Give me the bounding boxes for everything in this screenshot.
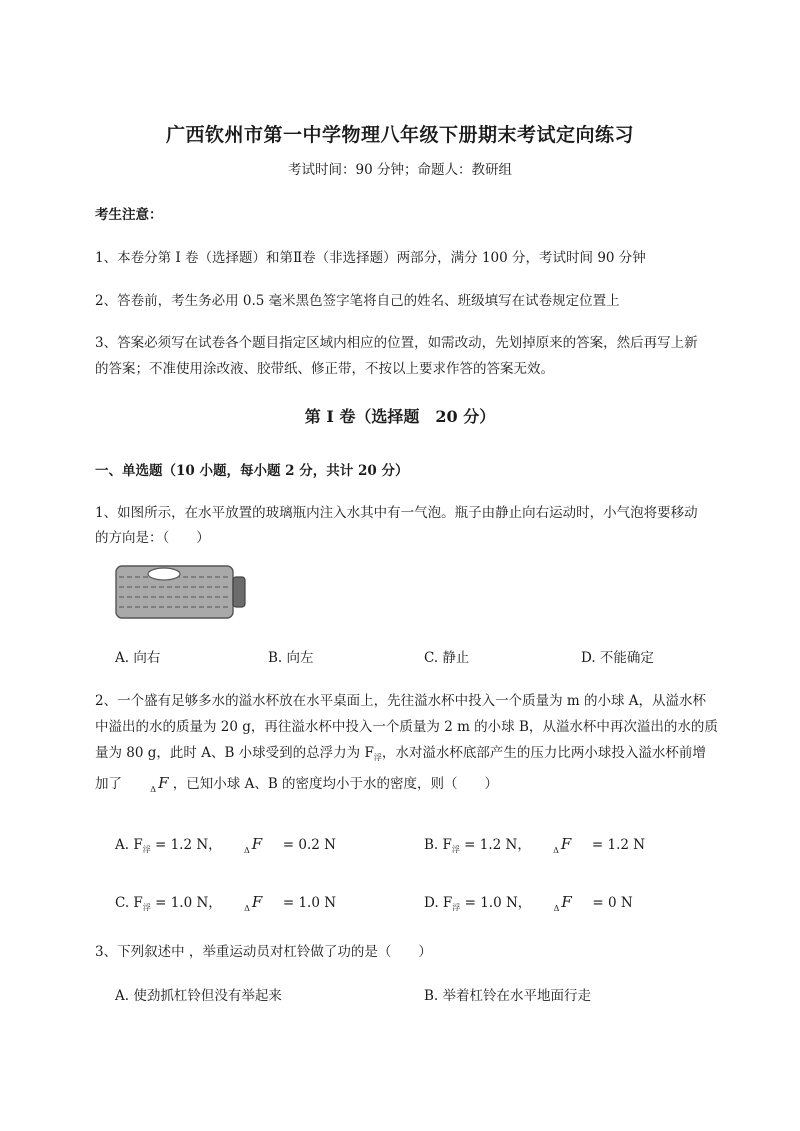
q2-line-3 (95, 741, 706, 763)
q2-option-a-mid: = 1.2 N， (150, 837, 222, 853)
q2-option-a-delta: Δ (243, 846, 250, 855)
section-title: 第 I 卷（选择题 20 分） (304, 407, 496, 426)
q2-line-4-tail: ，已知小球 A、B 的密度均小于水的密度，则（ ） (172, 776, 499, 792)
q1-line-2: 的方向是：（ ） (95, 530, 210, 546)
delta-symbol: Δ (150, 785, 157, 794)
q2-option-c[interactable] (115, 891, 336, 913)
q2-option-a-f: F (251, 835, 263, 853)
q2-option-a[interactable] (115, 833, 336, 855)
q2-option-d-value: = 0 N (588, 895, 633, 911)
notice-item-1: 1、本卷分第 I 卷（选择题）和第Ⅱ卷（非选择题）两部分，满分 100 分，考试时间 90 分钟 (95, 250, 646, 266)
q2-option-c-sub: 浮 (142, 903, 151, 912)
q2-option-c-f: F (251, 893, 263, 911)
q2-option-b-f: F (560, 835, 572, 853)
q2-option-c-delta: Δ (244, 904, 250, 913)
q2-option-d[interactable] (424, 891, 633, 913)
q2-line-3-text: 量为 80 g，此时 A、B 小球受到的总浮力为 F (95, 745, 374, 761)
page-title: 广西钦州市第一中学物理八年级下册期末考试定向练习 (165, 124, 634, 146)
q2-option-d-mid: = 1.0 N， (460, 895, 532, 911)
q2-option-b-sub: 浮 (451, 845, 460, 854)
q2-option-d-delta: Δ (553, 904, 560, 913)
q1-option-a[interactable]: A. 向右 (115, 650, 161, 666)
q2-option-b-value: = 1.2 N (587, 837, 646, 853)
q2-option-a-label: A. F (115, 837, 143, 853)
q2-line-1: 2、一个盛有足够多水的溢水杯放在水平桌面上，先往溢水杯中投入一个质量为 m 的小球 A，从溢水杯 (95, 693, 707, 709)
q1-option-d[interactable]: D. 不能确定 (581, 650, 654, 666)
q3-option-b[interactable]: B. 举着杠铃在水平地面行走 (424, 988, 592, 1004)
q1-line-1: 1、如图所示，在水平放置的玻璃瓶内注入水其中有一气泡。瓶子由静止向右运动时，小气泡将要移动 (95, 505, 698, 521)
q2-line-3-tail: ，水对溢水杯底部产生的压力比两小球投入溢水杯前增 (381, 745, 706, 761)
q3-line: 3、下列叙述中 ，举重运动员对杠铃做了功的是（ ） (95, 944, 432, 960)
q1-option-b[interactable]: B. 向左 (268, 650, 314, 666)
notice-item-2: 2、答卷前，考生务必用 0.5 毫米黑色签字笔将自己的姓名、班级填写在试卷规定位置上 (95, 293, 620, 309)
q2-option-c-value: = 1.0 N (278, 895, 337, 911)
q2-option-a-value: = 0.2 N (278, 837, 336, 853)
q2-option-b[interactable] (424, 833, 645, 855)
q2-option-b-delta: Δ (553, 846, 559, 855)
page-subtitle: 考试时间：90 分钟；命题人：教研组 (288, 162, 512, 178)
q2-option-c-mid: = 1.0 N， (150, 895, 222, 911)
q2-line-4-head: 加了 (95, 776, 122, 792)
q2-line-2: 中溢出的水的质量为 20 g，再往溢水杯中投入一个质量为 2 m 的小球 B，从溢水杯中再次溢出的水的质 (95, 719, 718, 735)
q3-option-a[interactable]: A. 使劲抓杠铃但没有举起来 (115, 988, 282, 1004)
q2-option-a-sub: 浮 (142, 845, 151, 854)
buoyancy-subscript: 浮 (373, 753, 382, 762)
q2-option-b-label: B. F (424, 837, 452, 853)
q2-line-4 (95, 772, 498, 794)
q2-option-c-label: C. F (115, 895, 143, 911)
part-heading: 一、单选题（10 小题，每小题 2 分，共计 20 分） (95, 463, 409, 479)
q1-option-c[interactable]: C. 静止 (424, 650, 470, 666)
notice-heading: 考生注意： (95, 207, 163, 223)
notice-item-3: 3、答案必须写在试卷各个题目指定区域内相应的位置，如需改动，先划掉原来的答案，然后再写上新 (95, 335, 698, 351)
bottle-illustration (115, 565, 247, 619)
q2-option-d-f: F (561, 893, 572, 911)
q2-option-d-sub: 浮 (452, 903, 461, 912)
q2-option-d-label: D. F (424, 895, 453, 911)
notice-item-3-cont: 的答案；不准使用涂改液、胶带纸、修正带，不按以上要求作答的答案无效。 (95, 361, 554, 377)
q2-option-b-mid: = 1.2 N， (459, 837, 531, 853)
force-symbol: F (158, 774, 169, 792)
